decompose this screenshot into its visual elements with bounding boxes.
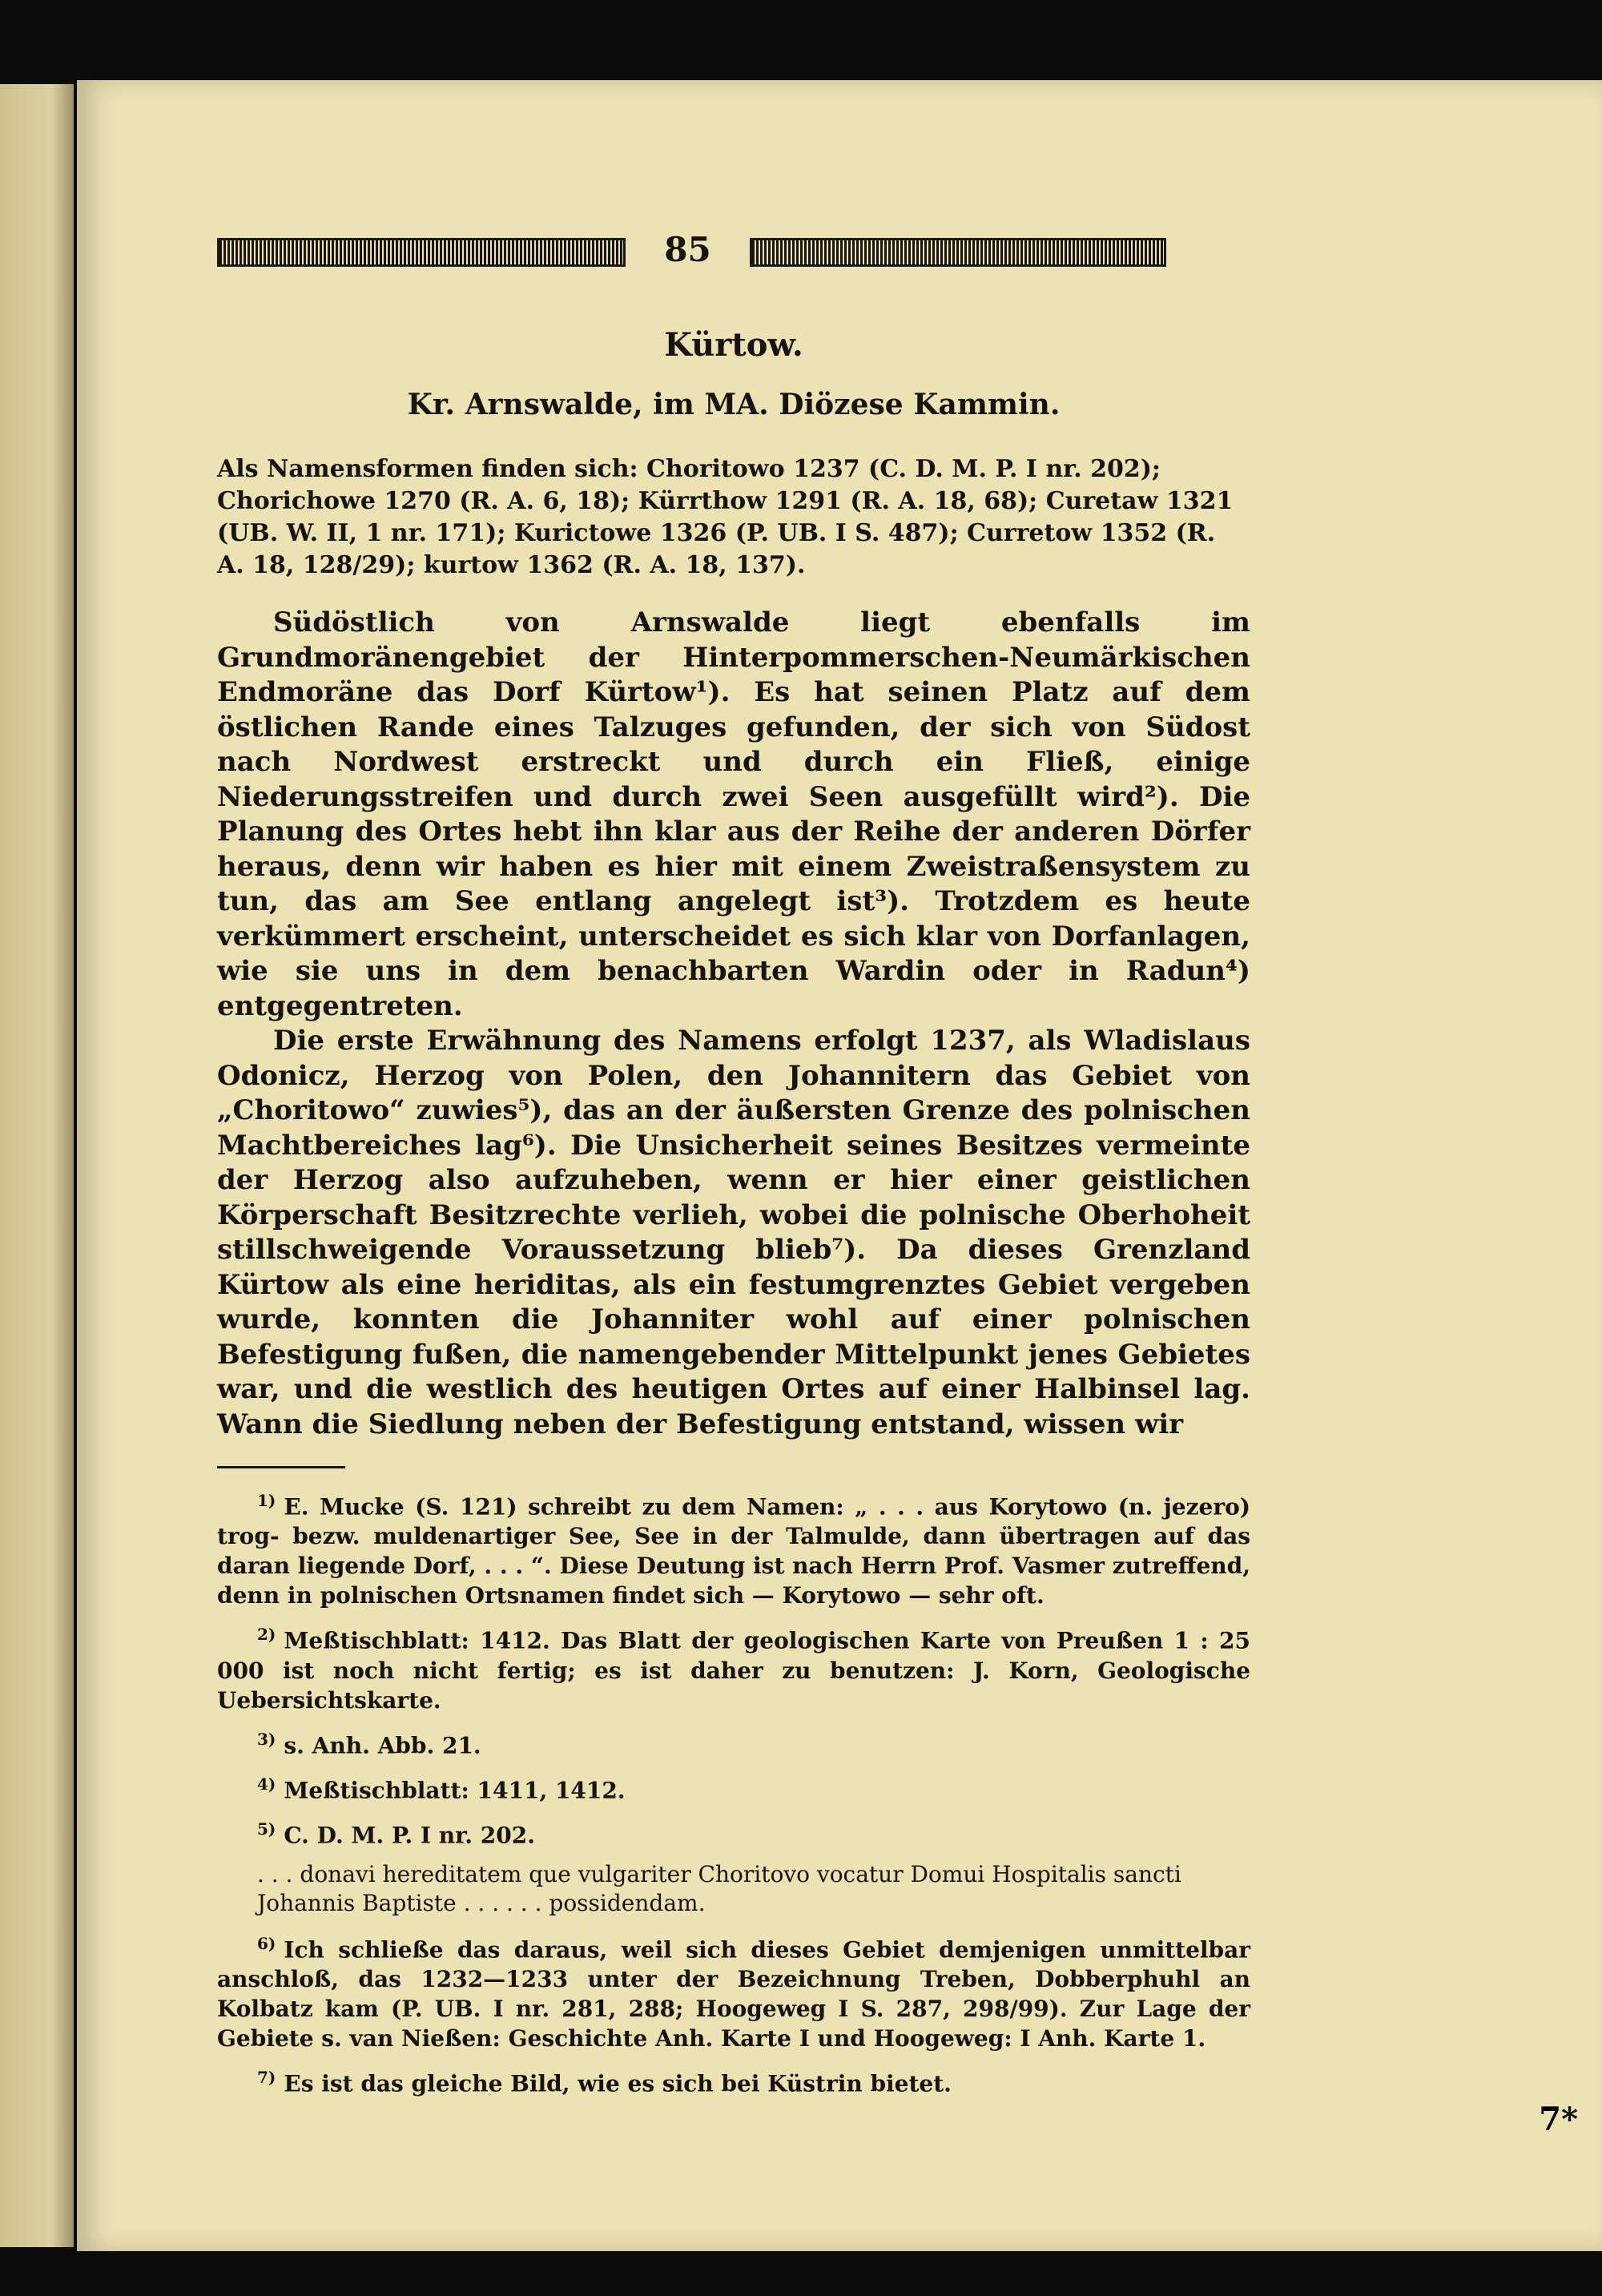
- footnote-number: 1): [257, 1491, 276, 1510]
- latin-quote: . . . donavi hereditatem que vulgariter Choritovo vocatur Domui Hospitalis sancti Johannis Baptiste . . . . . . possidendam.: [257, 1860, 1181, 1916]
- footnote-number: 7): [257, 2067, 276, 2087]
- page-content: [217, 228, 1250, 2108]
- article-title: Kürtow.: [664, 326, 803, 364]
- article-subtitle: Kr. Arnswalde, im MA. Diözese Kammin.: [407, 388, 1061, 421]
- footnote: [217, 1815, 1250, 1850]
- footnote-number: 2): [257, 1625, 276, 1645]
- article-body: [217, 606, 1250, 1442]
- footnote: [217, 1725, 1250, 1760]
- footnote-number: 5): [257, 1819, 276, 1839]
- footnote-text: C. D. M. P. I nr. 202.: [284, 1822, 535, 1849]
- book-page: [77, 80, 1602, 2251]
- footnote: [217, 1620, 1250, 1714]
- footnote: [217, 1770, 1250, 1805]
- header-ornament-left: [217, 238, 626, 267]
- footnote-text: E. Mucke (S. 121) schreibt zu dem Namen: „ . . . aus Korytowo (n. jezero) trog- bezw. muldenartiger See, See in der Talmulde, dann übertragen auf das daran liegende Dorf, . . . “. Diese Deutung ist nach Herrn Prof. Vasmer zutreffend, denn in polnischen Ortsnamen findet sich — Korytowo — sehr oft.: [217, 1493, 1250, 1609]
- footnote-divider: [217, 1466, 345, 1468]
- footnote-text: s. Anh. Abb. 21.: [284, 1731, 481, 1758]
- footnote-number: 3): [257, 1729, 276, 1749]
- footnote-number: 6): [257, 1933, 276, 1953]
- footnote-text: Meßtischblatt: 1412. Das Blatt der geologischen Karte von Preußen 1 : 25 000 ist noch nicht fertig; es ist daher zu benutzen: J. Korn, Geologische Uebersichtskarte.: [217, 1627, 1250, 1714]
- page-number: 85: [664, 230, 711, 269]
- footnote-text: Es ist das gleiche Bild, wie es sich bei Küstrin bietet.: [284, 2070, 952, 2097]
- header-ornament-right: [750, 238, 1166, 267]
- footnotes: [217, 1486, 1250, 2098]
- footnote: [217, 1486, 1250, 1610]
- footnote: [217, 2063, 1250, 2098]
- paragraph: Südöstlich von Arnswalde liegt ebenfalls im Grundmoränengebiet der Hinterpommerschen-Neumärkischen Endmoräne das Dorf Kürtow¹). Es hat seinen Platz auf dem östlichen Rande eines Talzuges gefunden, der sich von Südost nach Nordwest erstreckt und durch ein Fließ, einige Niederungsstreifen und durch zwei Seen ausgefüllt wird²). Die Planung des Ortes hebt ihn klar aus der Reihe der anderen Dörfer heraus, denn wir haben es hier mit einem Zweistraßensystem zu tun, das am See entlang angelegt ist³). Trotzdem es heute verkümmert erscheint, unterscheidet es sich klar von Dorfanlagen, wie sie uns in dem benachbarten Wardin oder in Radun⁴) entgegentreten.: [217, 606, 1250, 1022]
- footnote-text: Meßtischblatt: 1411, 1412.: [284, 1777, 626, 1804]
- page-header: [217, 228, 1250, 276]
- left-page-edge: [0, 84, 74, 2247]
- paragraph: Die erste Erwähnung des Namens erfolgt 1237, als Wladislaus Odonicz, Herzog von Polen, den Johannitern das Gebiet von „Choritowo“ zuwies⁵), das an der äußersten Grenze des polnischen Machtbereiches lag⁶). Die Unsicherheit seines Besitzes vermeinte der Herzog also aufzuheben, wenn er hier einer geistlichen Körperschaft Besitzrechte verlieh, wobei die polnische Oberhoheit stillschweigende Voraussetzung blieb⁷). Da dieses Grenzland Kürtow als eine heriditas, als ein festumgrenztes Gebiet vergeben wurde, konnten die Johanniter wohl auf einer polnischen Befestigung fußen, die namengebender Mittelpunkt jenes Gebietes war, und die westlich des heutigen Ortes auf einer Halbinsel lag. Wann die Siedlung neben der Befestigung entstand, wissen wir: [217, 1025, 1250, 1440]
- footnote: [217, 1929, 1250, 2053]
- signature-mark: 7*: [1539, 2101, 1578, 2138]
- footnote-text: Ich schließe das daraus, weil sich dieses Gebiet demjenigen unmittelbar anschloß, das 1232—1233 unter der Bezeichnung Treben, Dobberphuhl an Kolbatz kam (P. UB. I nr. 281, 288; Hoogeweg I S. 287, 298/99). Zur Lage der Gebiete s. van Nießen: Geschichte Anh. Karte I und Hoogeweg: I Anh. Karte 1.: [217, 1935, 1250, 2052]
- footnote-number: 4): [257, 1774, 276, 1794]
- name-forms: Als Namensformen finden sich: Choritowo 1237 (C. D. M. P. I nr. 202); Chorichowe 1270 (R. A. 6, 18); Kürrthow 1291 (R. A. 18, 68); Curetaw 1321 (UB. W. II, 1 nr. 171); Kurictowe 1326 (P. UB. I S. 487); Curretow 1352 (R. A. 18, 128/29); kurtow 1362 (R. A. 18, 137).: [217, 455, 1234, 579]
